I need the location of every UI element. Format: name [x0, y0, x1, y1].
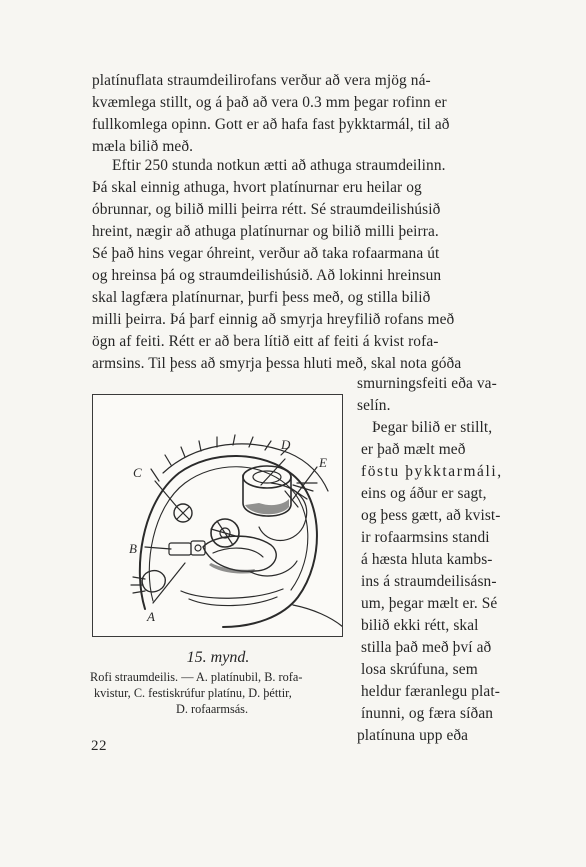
- text-line: fullkomlega opinn. Gott er að hafa fast þykktarmál, til að: [92, 116, 450, 133]
- side-text-line: eins og áður er sagt,: [361, 485, 487, 502]
- figure-label-d: D: [281, 437, 291, 452]
- text-line: Þá skal einnig athuga, hvort platínurnar eru heilar og: [92, 179, 422, 196]
- side-text-line: föstu þykktarmáli,: [361, 463, 503, 480]
- text-line: ögn af feiti. Rétt er að bera lítið eitt af feiti á kvist rofa-: [92, 333, 439, 350]
- text-line: milli þeirra. Þá þarf einnig að smyrja hreyfilið rofans með: [92, 311, 455, 328]
- side-text-line: ins á straumdeilisásn-: [361, 573, 497, 590]
- side-text-line: Þegar bilið er stillt,: [372, 419, 493, 436]
- side-text-line: er það mælt með: [361, 441, 466, 458]
- text-line: hreint, nægir að athuga platínurnar og bilið milli þeirra.: [92, 223, 439, 240]
- text-line: mæla bilið með.: [92, 138, 194, 155]
- side-text-line: og þess gætt, að kvist-: [361, 507, 501, 524]
- figure-caption-line: kvistur, C. festiskrúfur platínu, D. þéttir,: [94, 686, 292, 700]
- side-text-line: heldur færanlegu plat-: [361, 683, 500, 700]
- side-text-line: um, þegar mælt er. Sé: [361, 595, 498, 612]
- figure-label-e: E: [319, 455, 327, 470]
- text-line: kvæmlega stillt, og á það að vera 0.3 mm þegar rofinn er: [92, 94, 447, 111]
- figure-label-a: A: [147, 609, 155, 624]
- text-line: óbrunnar, og bilið milli þeirra rétt. Sé straumdeilishúsið: [92, 201, 441, 218]
- text-line: Eftir 250 stunda notkun ætti að athuga straumdeilinn.: [112, 157, 446, 174]
- side-text-line: ir rofaarmsins standi: [361, 529, 490, 546]
- side-text-line: bilið ekki rétt, skal: [361, 617, 479, 634]
- text-line: skal lagfæra platínurnar, þurfi þess með, og stilla bilið: [92, 289, 431, 306]
- figure-distributor-breaker: [92, 394, 343, 637]
- side-text-line: stilla það með því að: [361, 639, 492, 656]
- side-text-line: smurningsfeiti eða va-: [357, 375, 497, 392]
- page-number: 22: [91, 738, 107, 754]
- figure-caption-line: Rofi straumdeilis. — A. platínubil, B. rofa-: [90, 670, 303, 684]
- figure-label-b: B: [129, 541, 137, 556]
- side-text-line: selín.: [357, 397, 391, 414]
- side-text-line: platínuna upp eða: [357, 727, 469, 744]
- side-text-line: losa skrúfuna, sem: [361, 661, 478, 678]
- text-line: platínuflata straumdeilirofans verður að vera mjög ná-: [92, 72, 431, 89]
- side-text-line: á hæsta hluta kambs-: [361, 551, 493, 568]
- side-text-line: ínunni, og færa síðan: [361, 705, 494, 722]
- figure-caption-line: D. rofaarmsás.: [176, 702, 249, 716]
- figure-caption-title: 15. mynd.: [186, 649, 250, 666]
- figure-label-c: C: [133, 465, 142, 480]
- text-line: armsins. Til þess að smyrja þessa hluti með, skal nota góða: [92, 355, 462, 372]
- text-line: Sé það hins vegar óhreint, verður að taka rofaarmana út: [92, 245, 440, 262]
- distributor-illustration: [93, 395, 343, 637]
- text-line: og hreinsa þá og straumdeilishúsið. Að lokinni hreinsun: [92, 267, 442, 284]
